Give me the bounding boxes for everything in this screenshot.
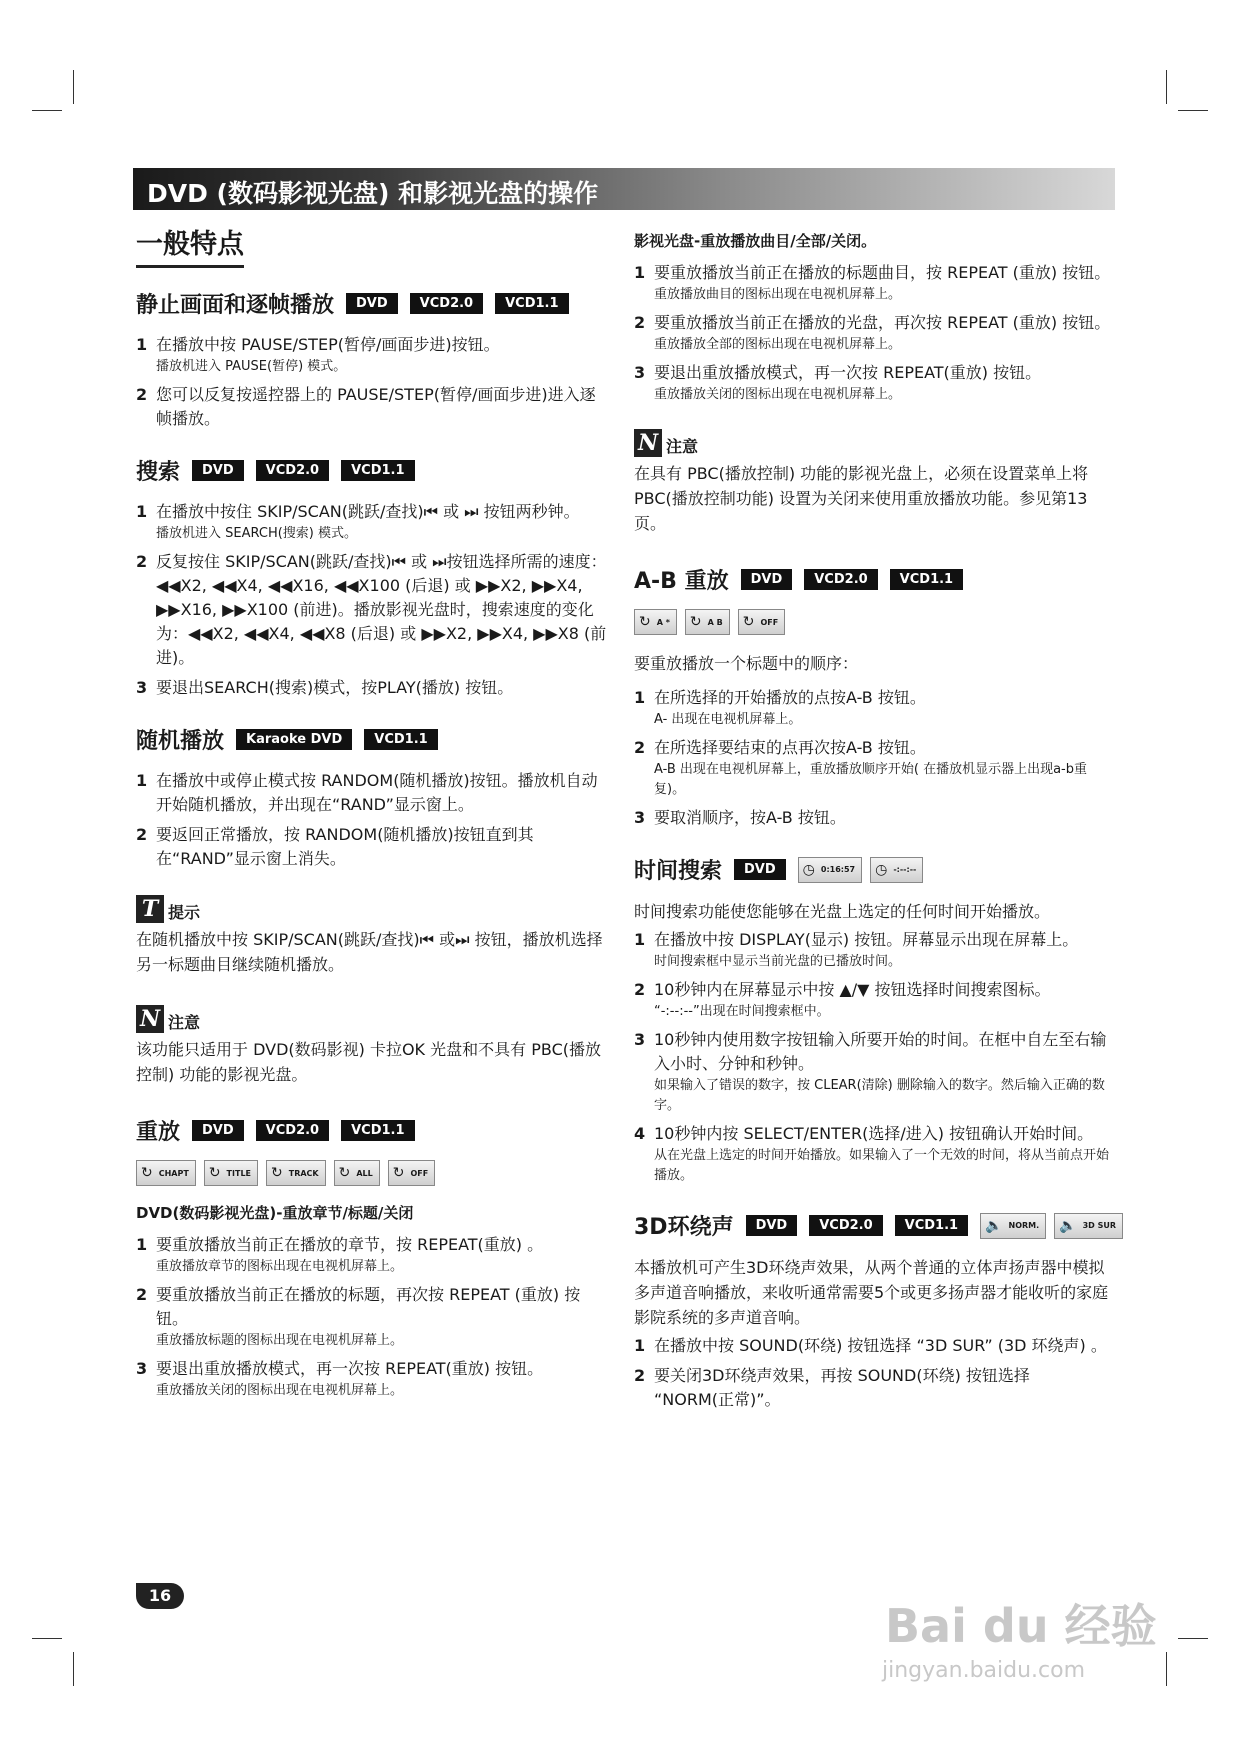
note-text: 在具有 PBC(播放控制) 功能的影视光盘上，必须在设置菜单上将 PBC(播放控制功能) 设置为关闭来使用重放播放功能。参见第13页。: [634, 464, 1089, 533]
crop-mark: [73, 70, 74, 104]
badge-vcd11: VCD1.1: [890, 569, 963, 590]
ab-osd-icons: [634, 609, 1112, 635]
ab-intro: 要重放播放一个标题中的顺序：: [634, 654, 859, 673]
surround-intro: 本播放机可产生3D环绕声效果，从两个普通的立体声扬声器中模拟多声道音响播放，来收听通常需要5个或更多扬声器才能收听的家庭影院系统的多声道音响。: [634, 1258, 1109, 1327]
tip-icon: T: [136, 895, 164, 923]
badge-vcd11: VCD1.1: [895, 1215, 968, 1236]
ab-repeat-heading: A-B 重放 DVD VCD2.0 VCD1.1: [634, 564, 1112, 595]
list-item: 1 在播放中按 PAUSE/STEP(暂停/画面步进)按钮。 播放机进入 PAUSE(暂停) 模式。: [136, 335, 500, 374]
list-item: 1 要重放播放当前正在播放的标题曲目，按 REPEAT (重放) 按钮。 重放播放曲目的图标出现在电视机屏幕上。: [634, 263, 1111, 302]
speaker-icon: 🔈 3D SUR: [1054, 1213, 1123, 1239]
right-column: [634, 230, 1117, 1418]
repeat-all-icon: ↻ ALL: [334, 1160, 380, 1186]
list-item: 4 10秒钟内按 SELECT/ENTER(选择/进入) 按钮确认开始时间。 从在光盘上选定的时间开始播放。如果输入了一个无效的时间，将从当前点开始播放。: [634, 1124, 1110, 1183]
baidu-watermark-logo: Bai du 经验: [885, 1599, 1157, 1653]
repeat-heading: 重放 DVD VCD2.0 VCD1.1: [136, 1115, 610, 1146]
list-item: 2 10秒钟内在屏幕显示中按 ▲/▼ 按钮选择时间搜索图标。 “-:--:--”出现在时间搜索框中。: [634, 980, 1051, 1019]
list-item: 1 在所选择的开始播放的点按A-B 按钮。 A- 出现在电视机屏幕上。: [634, 688, 926, 727]
list-item: 2 要关闭3D环绕声效果，再按 SOUND(环绕) 按钮选择 “NORM(正常)”。: [634, 1366, 1030, 1409]
list-item: 1 在播放中按 SOUND(环绕) 按钮选择 “3D SUR” (3D 环绕声) 。: [634, 1336, 1107, 1355]
badge-dvd: DVD: [734, 859, 786, 880]
list-item: 3 要退出重放播放模式，再一次按 REPEAT(重放) 按钮。 重放播放关闭的图标出现在电视机屏幕上。: [136, 1359, 544, 1398]
badge-vcd11: VCD1.1: [364, 729, 437, 750]
ab-range-icon: ↻ A B: [685, 609, 730, 635]
note-icon: N: [634, 429, 662, 457]
list-item: 3 要取消顺序，按A-B 按钮。: [634, 808, 846, 827]
crop-mark: [1166, 1652, 1167, 1686]
badge-dvd: DVD: [192, 1120, 244, 1141]
ab-start-icon: ↻ A *: [634, 609, 677, 635]
left-column: [136, 222, 610, 1407]
badge-dvd: DVD: [346, 293, 398, 314]
clock-icon: ◷ 0:16:57: [798, 857, 862, 883]
list-item: 1 在播放中按 DISPLAY(显示) 按钮。屏幕显示出现在屏幕上。 时间搜索框中显示当前光盘的已播放时间。: [634, 930, 1079, 969]
badge-vcd20: VCD2.0: [804, 569, 877, 590]
crop-mark: [1178, 110, 1208, 111]
speaker-icon: 🔈 NORM.: [980, 1213, 1046, 1239]
search-heading: 搜索 DVD VCD2.0 VCD1.1: [136, 455, 610, 486]
dvd-repeat-subheading: DVD(数码影视光盘)-重放章节/标题/关闭: [136, 1204, 414, 1222]
repeat-off-icon: ↻ OFF: [388, 1160, 435, 1186]
badge-vcd11: VCD1.1: [495, 293, 568, 314]
still-frame-heading: 静止画面和逐帧播放 DVD VCD2.0 VCD1.1: [136, 288, 610, 319]
chapter-title: DVD (数码影视光盘) 和影视光盘的操作: [147, 179, 599, 208]
list-item: 2 要重放播放当前正在播放的光盘，再次按 REPEAT (重放) 按钮。 重放播放全部的图标出现在电视机屏幕上。: [634, 313, 1111, 352]
list-item: 3 要退出SEARCH(搜索)模式，按PLAY(播放) 按钮。: [136, 678, 514, 697]
time-search-intro: 时间搜索功能使您能够在光盘上选定的任何时间开始播放。: [634, 902, 1051, 921]
repeat-track-icon: ↻ TRACK: [266, 1160, 326, 1186]
note-heading: N 注意: [136, 1005, 610, 1033]
note-text: 该功能只适用于 DVD(数码影视) 卡拉OK 光盘和不具有 PBC(播放控制) 功能的影视光盘。: [136, 1040, 601, 1084]
list-item: 3 要退出重放播放模式，再一次按 REPEAT(重放) 按钮。 重放播放关闭的图标出现在电视机屏幕上。: [634, 363, 1042, 402]
badge-dvd: DVD: [741, 569, 793, 590]
crop-mark: [1178, 1638, 1208, 1639]
repeat-osd-icons: [136, 1160, 610, 1186]
crop-mark: [32, 1638, 62, 1639]
note-icon: N: [136, 1005, 164, 1033]
badge-vcd11: VCD1.1: [341, 1120, 414, 1141]
list-item: 2 要重放播放当前正在播放的标题，再次按 REPEAT (重放) 按钮。 重放播放标题的图标出现在电视机屏幕上。: [136, 1285, 581, 1348]
badge-dvd: DVD: [746, 1215, 798, 1236]
section-title: 一般特点: [136, 222, 244, 268]
tip-heading: T 提示: [136, 895, 610, 923]
chapter-banner: [133, 168, 1115, 210]
tip-text: 在随机播放中按 SKIP/SCAN(跳跃/查找)⏮ 或⏭ 按钮，播放机选择另一标题曲目继续随机播放。: [136, 930, 603, 974]
list-item: 2 要返回正常播放，按 RANDOM(随机播放)按钮直到其在“RAND”显示窗上消失。: [136, 825, 534, 868]
crop-mark: [1166, 70, 1167, 104]
badge-karaoke-dvd: Karaoke DVD: [236, 729, 352, 750]
vcd-repeat-subheading: 影视光盘-重放播放曲目/全部/关闭。: [634, 232, 877, 250]
ab-off-icon: ↻ OFF: [738, 609, 785, 635]
badge-vcd20: VCD2.0: [410, 293, 483, 314]
badge-vcd20: VCD2.0: [256, 1120, 329, 1141]
badge-vcd20: VCD2.0: [256, 460, 329, 481]
badge-vcd11: VCD1.1: [341, 460, 414, 481]
list-item: 2 在所选择要结束的点再次按A-B 按钮。 A-B 出现在电视机屏幕上，重放播放顺序开始( 在播放机显示器上出现a-b重复)。: [634, 738, 1087, 797]
random-heading: 随机播放 Karaoke DVD VCD1.1: [136, 724, 610, 755]
list-item: 2 反复按住 SKIP/SCAN(跳跃/查找)⏮ 或 ⏭按钮选择所需的速度：◀◀X2, ◀◀X4, ◀◀X16, ◀◀X100 (后退) 或 ▶▶X2, ▶▶X4, ▶▶X16, ▶▶X100 (前进)。播放影视光盘时，搜索速度的变化为：◀◀X2, ◀◀X4, ◀◀X8 (后退) 或 ▶▶X2, ▶▶X4, ▶▶X8 (前进)。: [136, 552, 607, 667]
crop-mark: [32, 110, 62, 111]
list-item: 3 10秒钟内使用数字按钮输入所要开始的时间。在框中自左至右输入小时、分钟和秒钟。 如果输入了错误的数字，按 CLEAR(清除) 删除输入的数字。然后输入正确的数字。: [634, 1030, 1107, 1113]
crop-mark: [73, 1652, 74, 1686]
repeat-chapter-icon: ↻ CHAPT: [136, 1160, 196, 1186]
list-item: 1 要重放播放当前正在播放的章节，按 REPEAT(重放) 。 重放播放章节的图标出现在电视机屏幕上。: [136, 1235, 544, 1274]
time-search-heading: 时间搜索 DVD ◷ 0:16:57 ◷ -:--:--: [634, 854, 1112, 885]
list-item: 1 在播放中按住 SKIP/SCAN(跳跃/查找)⏮ 或 ⏭ 按钮两秒钟。 播放机进入 SEARCH(搜索) 模式。: [136, 502, 580, 541]
list-item: 2 您可以反复按遥控器上的 PAUSE/STEP(暂停/画面步进)进入逐帧播放。: [136, 385, 596, 428]
note-heading: N 注意: [634, 429, 1112, 457]
badge-vcd20: VCD2.0: [809, 1215, 882, 1236]
badge-dvd: DVD: [192, 460, 244, 481]
baidu-watermark-url: jingyan.baidu.com: [882, 1658, 1086, 1683]
page-number: 16: [136, 1583, 184, 1609]
list-item: 1 在播放中或停止模式按 RANDOM(随机播放)按钮。播放机自动开始随机播放，并出现在“RAND”显示窗上。: [136, 771, 598, 814]
repeat-title-icon: ↻ TITLE: [204, 1160, 258, 1186]
clock-icon: ◷ -:--:--: [870, 857, 923, 883]
surround-heading: 3D环绕声 DVD VCD2.0 VCD1.1 🔈 NORM. 🔈 3D SUR: [634, 1210, 1112, 1241]
